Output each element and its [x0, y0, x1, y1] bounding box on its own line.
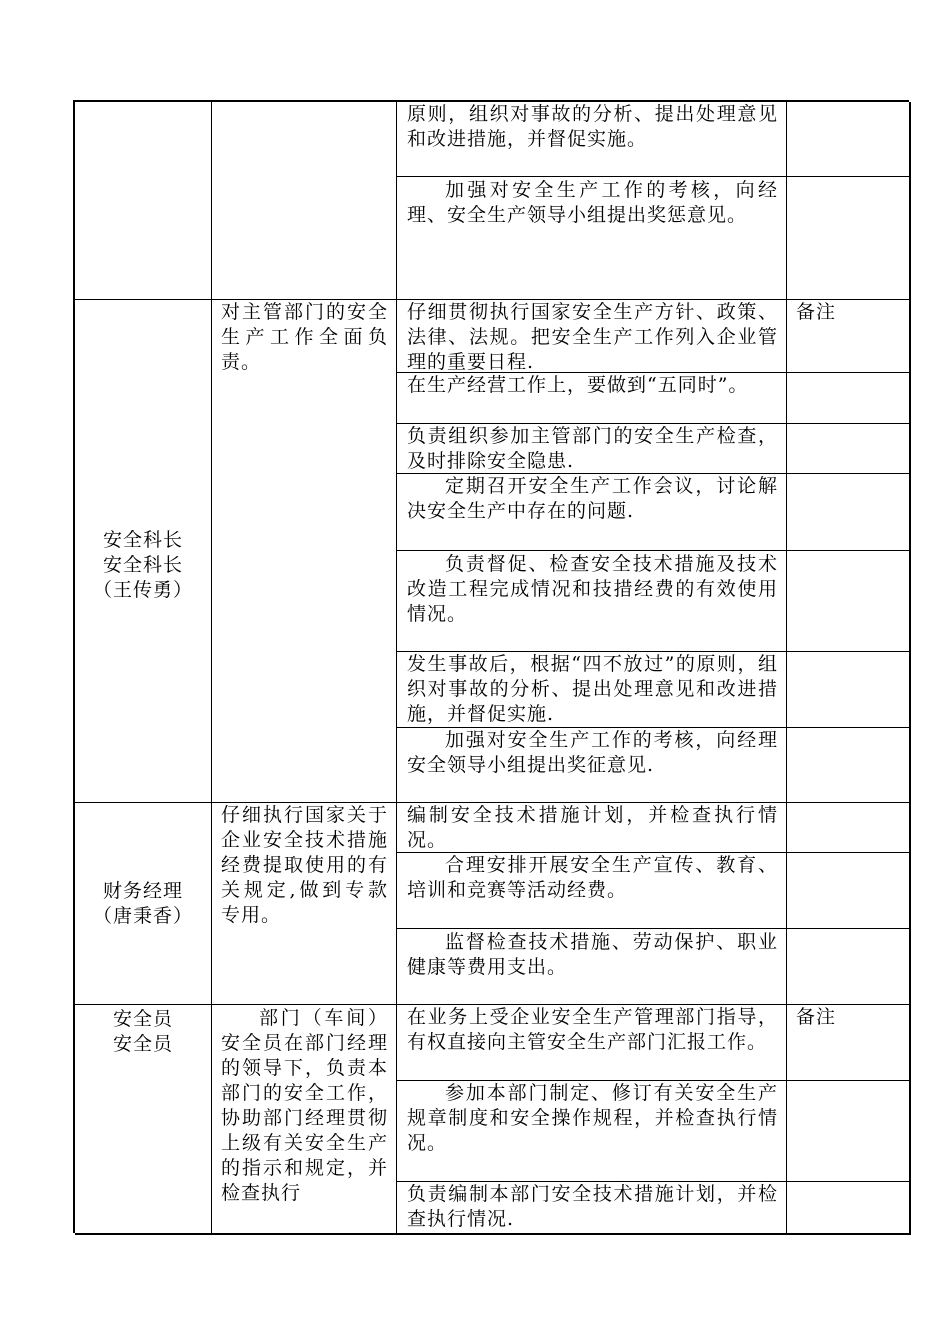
duty-cell — [397, 424, 787, 474]
note-cell — [787, 474, 911, 551]
duty-cell — [397, 102, 787, 177]
duty-cell — [397, 300, 787, 373]
note-text: 备注 — [796, 1006, 837, 1028]
note-cell — [787, 373, 911, 424]
note-cell — [787, 652, 911, 728]
person-name: （王传勇） — [92, 578, 193, 601]
note-cell — [787, 102, 911, 177]
duty-text: 原则，组织对事故的分析、提出处理意见和改进措施，并督促实施。 — [407, 103, 778, 150]
role-cell-finance-manager — [75, 803, 212, 1005]
person-name: （唐秉香） — [92, 904, 193, 927]
duty-text: 仔细贯彻执行国家安全生产方针、政策、法律、法规。把安全生产工作列入企业管理的重要日程. — [407, 301, 778, 373]
duty-cell — [397, 803, 787, 853]
duty-cell — [397, 551, 787, 652]
duty-text: 定期召开安全生产工作会议，讨论解决安全生产中存在的问题. — [407, 475, 778, 522]
duty-cell — [397, 373, 787, 424]
note-cell — [787, 300, 911, 373]
responsibility-cell-safety-chief — [212, 300, 397, 803]
role-title: 安全员 — [112, 1033, 173, 1055]
duty-text: 在生产经营工作上，要做到“五同时”。 — [407, 374, 749, 396]
duty-text: 参加本部门制定、修订有关安全生产规章制度和安全操作规程，并检查执行情况。 — [407, 1082, 778, 1154]
duty-cell — [397, 1005, 787, 1081]
duty-cell — [397, 1182, 787, 1235]
role-title: 安全科长 — [102, 553, 183, 576]
role-title: 安全员 — [112, 1008, 173, 1030]
duty-cell — [397, 652, 787, 728]
duty-text: 在业务上受企业安全生产管理部门指导，有权直接向主管安全生产部门汇报工作。 — [407, 1006, 778, 1053]
duty-text: 负责督促、检查安全技术措施及技术改造工程完成情况和技措经费的有效使用情况。 — [407, 553, 778, 625]
role-title: 安全科长 — [102, 528, 183, 551]
note-cell — [787, 853, 911, 929]
duty-cell — [397, 1081, 787, 1182]
responsibility-cell-safety-officer — [212, 1005, 397, 1235]
duty-text: 发生事故后，根据“四不放过”的原则，组织对事故的分析、提出处理意见和改进措施，并督促实施. — [407, 653, 778, 725]
responsibility-cell-finance-manager — [212, 803, 397, 1005]
duty-text: 负责组织参加主管部门的安全生产检查，及时排除安全隐患. — [407, 425, 778, 472]
note-cell — [787, 424, 911, 474]
duty-text: 加强对安全生产工作的考核，向经理安全领导小组提出奖征意见. — [407, 729, 778, 776]
note-cell — [787, 177, 911, 300]
duty-text: 加强对安全生产工作的考核，向经理、安全生产领导小组提出奖惩意见。 — [407, 179, 778, 226]
duty-text: 监督检查技术措施、劳动保护、职业健康等费用支出。 — [407, 931, 778, 978]
responsibility-text: 对主管部门的安全生产工作全面负责。 — [221, 301, 388, 373]
duty-cell — [397, 474, 787, 551]
duty-text: 编制安全技术措施计划，并检查执行情况。 — [407, 804, 778, 851]
duty-text: 合理安排开展安全生产宣传、教育、培训和竞赛等活动经费。 — [407, 854, 778, 901]
note-cell — [787, 551, 911, 652]
role-cell-continued — [75, 102, 212, 300]
responsibility-cell-continued — [212, 102, 397, 300]
note-cell — [787, 1081, 911, 1182]
note-cell — [787, 1182, 911, 1235]
duty-table — [73, 100, 909, 1233]
role-cell-safety-chief — [75, 300, 212, 803]
duty-cell — [397, 929, 787, 1005]
duty-cell — [397, 177, 787, 300]
responsibility-text: 仔细执行国家关于企业安全技术措施经费提取使用的有关规定,做到专款专用。 — [221, 804, 388, 926]
note-cell — [787, 803, 911, 853]
note-cell — [787, 728, 911, 803]
note-text: 备注 — [796, 301, 837, 323]
note-cell — [787, 1005, 911, 1081]
responsibility-text: 部门（车间）安全员在部门经理的领导下，负责本部门的安全工作，协助部门经理贯彻上级有关安全生产的指示和规定，并检查执行 — [221, 1007, 388, 1204]
duty-text: 负责编制本部门安全技术措施计划，并检查执行情况. — [407, 1183, 778, 1230]
duty-cell — [397, 728, 787, 803]
duty-cell — [397, 853, 787, 929]
note-cell — [787, 929, 911, 1005]
role-cell-safety-officer — [75, 1005, 212, 1235]
role-title: 财务经理 — [102, 879, 183, 902]
